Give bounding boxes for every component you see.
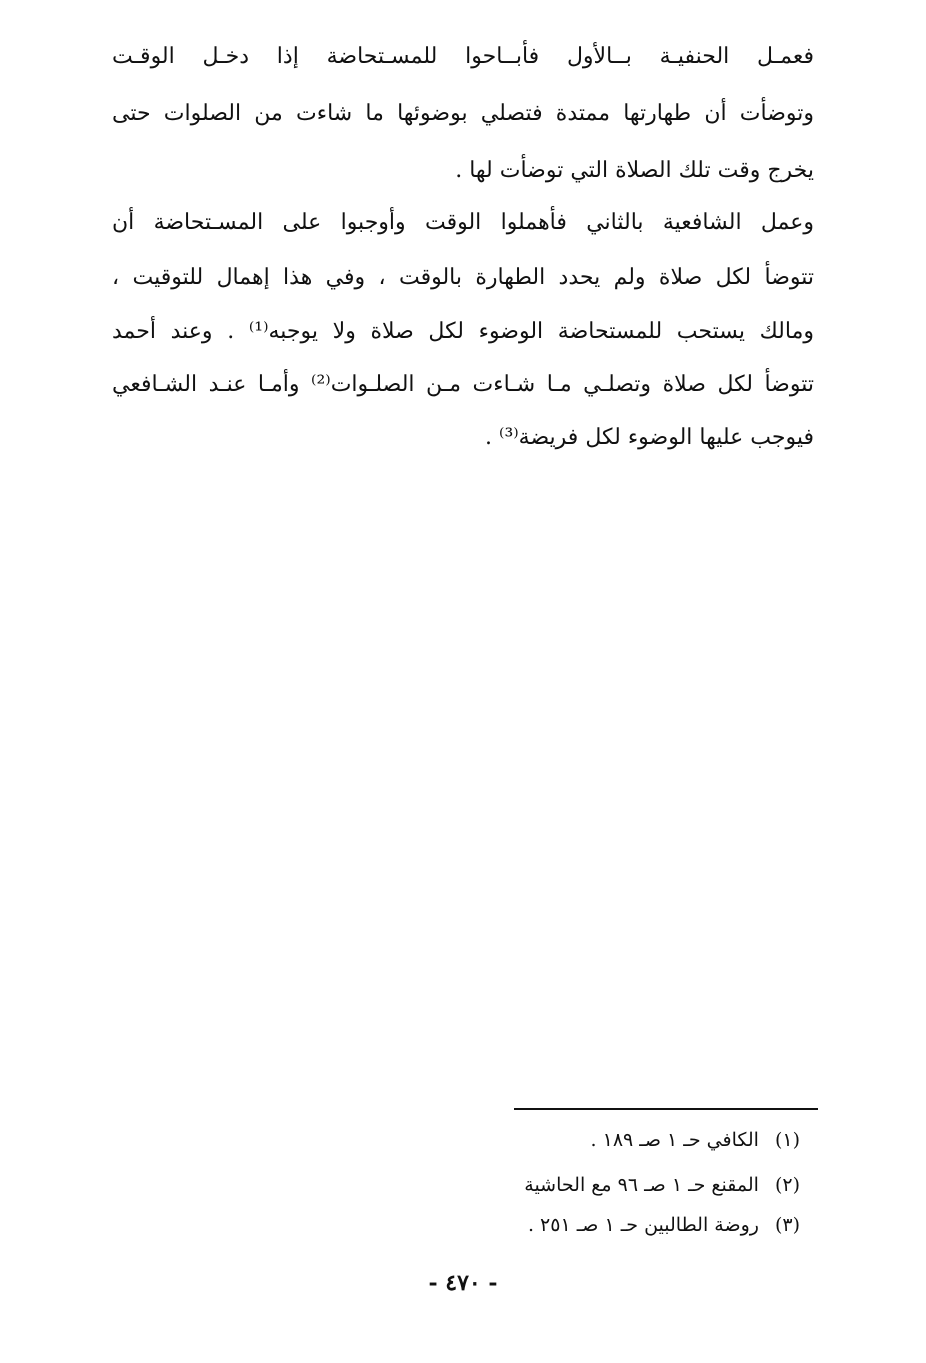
footnote-number: (١)	[774, 1129, 800, 1151]
body-line-1: فعمـل الحنفيـة بــالأول فأبــاحوا للمسـتحاضة إذا دخـل الوقـت	[112, 44, 814, 69]
footnote-text: الكافي حـ ١ صـ ١٨٩ .	[590, 1129, 759, 1151]
footnote-2	[524, 1172, 800, 1198]
footnote-number: (٣)	[774, 1214, 800, 1236]
body-line-2: وتوضأت أن طهارتها ممتدة فتصلي بوضوئها ما شاءت من الصلوات حتى	[112, 101, 814, 126]
body-line-6: ومالك يستحب للمستحاضة الوضوء لكل صلاة ولا يوجبه⁽¹⁾ . وعند أحمد	[112, 319, 814, 344]
footnote-1	[591, 1127, 800, 1153]
body-line-4: وعمل الشافعية بالثاني فأهملوا الوقت وأوجبوا على المسـتحاضة أن	[112, 210, 814, 235]
body-line-7: تتوضأ لكل صلاة وتصلـي مـا شـاءت مـن الصلـوات⁽²⁾ وأمـا عنـد الشـافعي	[112, 372, 814, 397]
footnote-number: (٢)	[774, 1174, 800, 1196]
body-line-5: تتوضأ لكل صلاة ولم يحدد الطهارة بالوقت ، وفي هذا إهمال للتوقيت ،	[112, 265, 814, 290]
footnote-divider	[514, 1108, 818, 1110]
body-line-3: يخرج وقت تلك الصلاة التي توضأت لها .	[455, 158, 814, 183]
page-number: - ٤٧٠ -	[428, 1270, 498, 1296]
footnote-text: روضة الطالبين حـ ١ صـ ٢٥١ .	[527, 1214, 759, 1236]
footnote-text: المقنع حـ ١ صـ ٩٦ مع الحاشية	[524, 1174, 759, 1196]
body-line-8: فيوجب عليها الوضوء لكل فريضة⁽³⁾ .	[485, 425, 814, 450]
footnote-3	[528, 1212, 800, 1238]
